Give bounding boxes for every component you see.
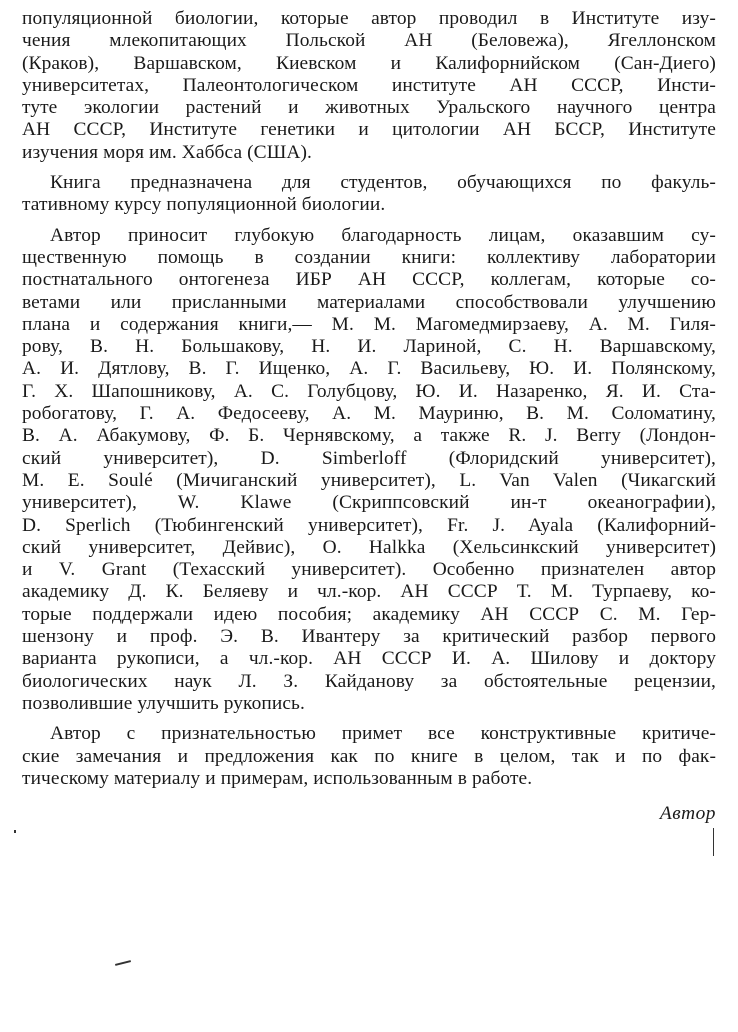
- text-line: ский университет), D. Simberloff (Флоридский университет),: [22, 447, 716, 469]
- text-line: рову, В. Н. Большакову, Н. И. Лариной, С. Н. Варшавскому,: [22, 336, 716, 358]
- text-line: биологических наук Л. З. Кайданову за обстоятельные рецензии,: [22, 670, 716, 692]
- text-line: D. Sperlich (Тюбингенский университет), Fr. J. Ayala (Калифорний-: [22, 514, 716, 536]
- text-line: В. А. Абакумову, Ф. Б. Чернявскому, а также R. J. Berry (Лондон-: [22, 425, 716, 447]
- text-line: Автор приносит глубокую благодарность лицам, оказавшим су-: [50, 224, 716, 246]
- text-line: Книга предназначена для студентов, обучающихся по факуль-: [50, 172, 716, 194]
- text-line: туте экологии растений и животных Уральского научного центра: [22, 97, 716, 119]
- text-line: робогатову, Г. А. Федосееву, А. М. Мауриню, В. М. Соломатину,: [22, 403, 716, 425]
- text-line: торые поддержали идею пособия; академику АН СССР С. М. Гер-: [22, 603, 716, 625]
- print-speck: [115, 960, 131, 966]
- text-line: ские замечания и предложения как по книге в целом, так и по фак-: [22, 745, 716, 767]
- text-line: позволившие улучшить рукопись.: [22, 692, 305, 714]
- text-line: ский университет, Дейвис), O. Halkka (Хельсинкский университет): [22, 536, 716, 558]
- author-signature: Автор: [659, 803, 716, 824]
- text-line: и V. Grant (Техасский университет). Особенно признателен автор: [22, 559, 716, 581]
- text-line: популяционной биологии, которые автор проводил в Институте изу-: [22, 8, 716, 29]
- text-line: Автор с признательностью примет все конструктивные критиче-: [50, 723, 716, 745]
- text-line: Г. Х. Шапошникову, А. С. Голубцову, Ю. И. Назаренко, Я. И. Ста-: [22, 380, 716, 402]
- paragraph-feedback: [22, 723, 716, 790]
- print-speck: [713, 828, 714, 856]
- text-line: изучения моря им. Хаббса (США).: [22, 141, 312, 163]
- text-line: варианта рукописи, а чл.-кор. АН СССР И. А. Шилову и доктору: [22, 648, 716, 670]
- paragraph-acknowledgements: [22, 225, 716, 716]
- paragraph-research-institutions: [22, 8, 716, 164]
- text-line: постнатального онтогенеза ИБР АН СССР, коллегам, которые со-: [22, 269, 716, 291]
- text-line: академику Д. К. Беляеву и чл.-кор. АН СССР Т. М. Турпаеву, ко-: [22, 581, 716, 603]
- text-line: M. E. Soulé (Мичиганский университет), L. Van Valen (Чикагский: [22, 469, 716, 491]
- text-line: тическому материалу и примерам, использованным в работе.: [22, 767, 533, 789]
- text-line: (Краков), Варшавском, Киевском и Калифорнийском (Сан-Диего): [22, 52, 716, 74]
- text-line: щественную помощь в создании книги: коллективу лаборатории: [22, 246, 716, 268]
- paragraph-audience: [22, 172, 716, 217]
- text-line: шензону и проф. Э. В. Ивантеру за критический разбор первого: [22, 626, 716, 648]
- text-line: тативному курсу популяционной биологии.: [22, 194, 386, 216]
- text-line: плана и содержания книги,— М. М. Магомедмирзаеву, А. М. Гиля-: [22, 313, 716, 335]
- text-line: чения млекопитающих Польской АН (Беловежа), Ягеллонском: [22, 30, 716, 52]
- text-line: университет), W. Klawe (Скриппсовский ин-т океанографии),: [22, 492, 716, 514]
- document-page: [22, 8, 716, 790]
- text-line: А. И. Дятлову, В. Г. Ищенко, А. Г. Васильеву, Ю. И. Полянскому,: [22, 358, 716, 380]
- text-line: АН СССР, Институте генетики и цитологии АН БССР, Институте: [22, 119, 716, 141]
- text-line: ветами или присланными материалами способствовали улучшению: [22, 291, 716, 313]
- print-speck: [14, 830, 16, 833]
- text-line: университетах, Палеонтологическом институте АН СССР, Инсти-: [22, 74, 716, 96]
